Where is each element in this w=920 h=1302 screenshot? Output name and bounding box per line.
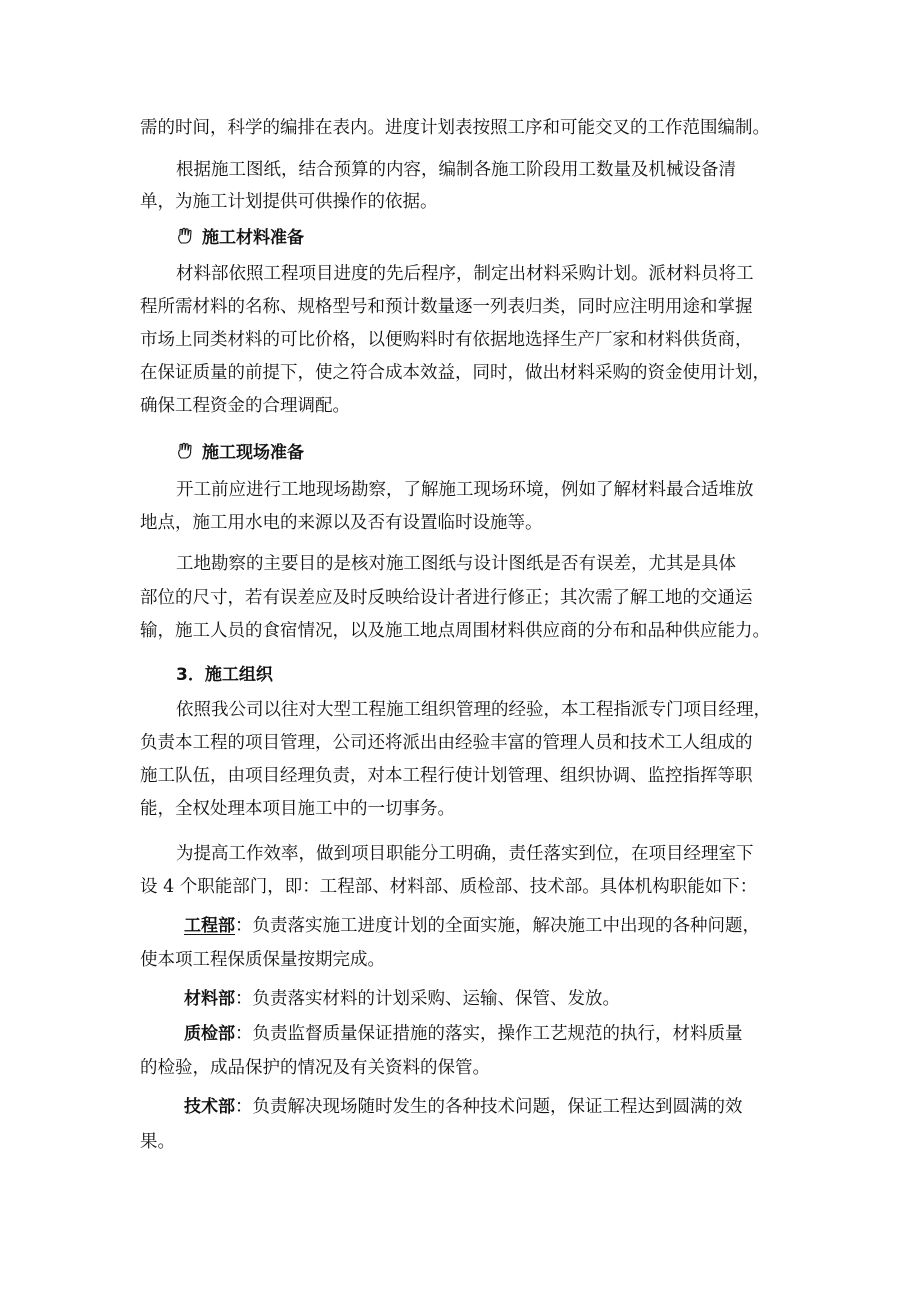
dept-materials-line — [184, 987, 620, 1011]
paragraph-line: 开工前应进行工地现场勘察，了解施工现场环境，例如了解材料最合适堆放 — [176, 480, 754, 500]
dept-materials-desc: ：负责落实材料的计划采购、运输、保管、发放。 — [235, 989, 620, 1009]
paragraph-line: 施工队伍，由项目经理负责，对本工程行使计划管理、组织协调、监控指挥等职 — [140, 766, 753, 786]
paragraph-line: 能，全权处理本项目施工中的一切事务。 — [140, 799, 455, 819]
paragraph-line: 使本项工程保质保量按期完成。 — [140, 950, 385, 970]
paragraph-line: 负责本工程的项目管理，公司还将派出由经验丰富的管理人员和技术工人组成的 — [140, 733, 753, 753]
section-heading-site — [176, 441, 304, 465]
paragraph-line: 输，施工人员的食宿情况，以及施工地点周围材料供应商的分布和品种供应能力。 — [140, 621, 770, 641]
dept-engineering-desc: ：负责落实施工进度计划的全面实施，解决施工中出现的各种问题， — [235, 916, 760, 936]
section-heading-materials — [176, 226, 304, 250]
paragraph-line: 依照我公司以往对大型工程施工组织管理的经验，本工程指派专门项目经理， — [176, 700, 771, 720]
section-heading-text: 施工现场准备 — [202, 443, 304, 463]
paragraph-line: 材料部依照工程项目进度的先后程序，制定出材料采购计划。派材料员将工 — [176, 264, 754, 284]
paragraph-line: 需的时间，科学的编排在表内。进度计划表按照工序和可能交叉的工作范围编制。 — [140, 118, 770, 138]
dept-materials-name: 材料部 — [184, 989, 235, 1009]
section-heading-text: 施工材料准备 — [202, 228, 304, 248]
paragraph-line: 根据施工图纸，结合预算的内容，编制各施工阶段用工数量及机械设备清 — [176, 160, 736, 180]
paragraph-line: 为提高工作效率，做到项目职能分工明确，责任落实到位，在项目经理室下 — [176, 844, 754, 864]
hand-icon — [176, 442, 194, 460]
paragraph-line: 单，为施工计划提供可供操作的依据。 — [140, 192, 438, 212]
paragraph-line: 设 4 个职能部门，即：工程部、材料部、质检部、技术部。具体机构职能如下： — [140, 877, 758, 897]
paragraph-line: 在保证质量的前提下，使之符合成本效益，同时，做出材料采购的资金使用计划， — [140, 363, 770, 383]
dept-engineering-line — [184, 914, 760, 938]
paragraph-line: 果。 — [140, 1132, 175, 1152]
dept-technical-desc: ：负责解决现场随时发生的各种技术问题，保证工程达到圆满的效 — [235, 1097, 743, 1117]
paragraph-line: 的检验，成品保护的情况及有关资料的保管。 — [140, 1058, 490, 1078]
section-heading-org: 3．施工组织 — [176, 665, 273, 685]
paragraph-line: 程所需材料的名称、规格型号和预计数量逐一列表归类，同时应注明用途和掌握 — [140, 297, 753, 317]
dept-technical-line — [184, 1095, 743, 1119]
dept-quality-desc: ：负责监督质量保证措施的落实，操作工艺规范的执行，材料质量 — [235, 1024, 743, 1044]
paragraph-line: 地点，施工用水电的来源以及否有设置临时设施等。 — [140, 513, 543, 533]
paragraph-line: 市场上同类材料的可比价格，以便购料时有依据地选择生产厂家和材料供货商， — [140, 330, 753, 350]
paragraph-line: 确保工程资金的合理调配。 — [140, 396, 350, 416]
hand-icon — [176, 227, 194, 245]
paragraph-line: 部位的尺寸，若有误差应及时反映给设计者进行修正；其次需了解工地的交通运 — [140, 588, 753, 608]
dept-engineering-name: 工程部 — [184, 916, 235, 936]
dept-quality-name: 质检部 — [184, 1024, 235, 1044]
dept-technical-name: 技术部 — [184, 1097, 235, 1117]
paragraph-line: 工地勘察的主要目的是核对施工图纸与设计图纸是否有误差，尤其是具体 — [176, 554, 736, 574]
dept-quality-line — [184, 1022, 743, 1046]
